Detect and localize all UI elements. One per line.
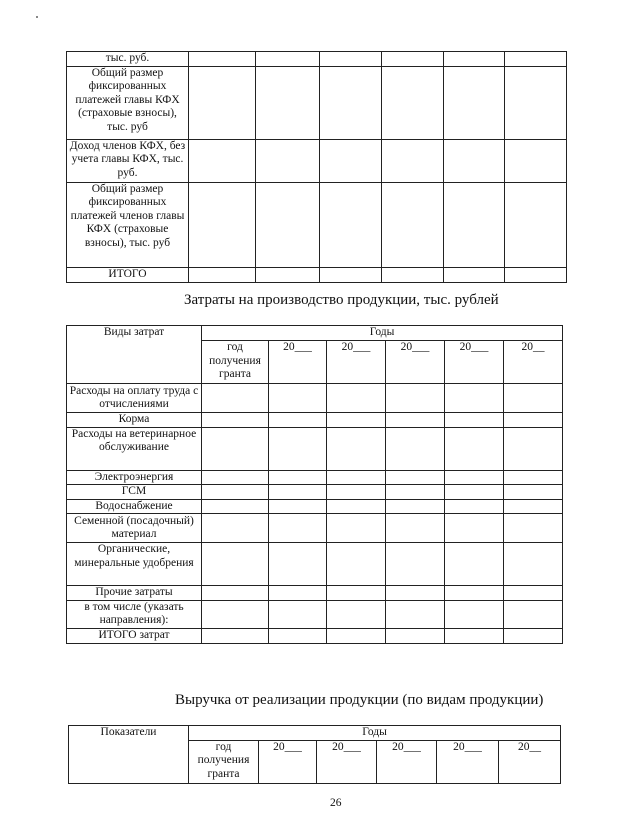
cell: [386, 470, 445, 485]
cell: [382, 52, 444, 67]
row-label: Водоснабжение: [67, 499, 202, 514]
cell: [189, 267, 256, 282]
cell: [504, 427, 563, 470]
year-header: год получения гранта: [189, 740, 259, 783]
cell: [189, 52, 256, 67]
cell: [445, 384, 504, 413]
row-label: ГСМ: [67, 485, 202, 500]
column-header-cost-types: Виды затрат: [67, 326, 202, 384]
row-label: Корма: [67, 413, 202, 428]
year-header: 20__: [504, 341, 563, 384]
cell: [382, 139, 444, 182]
cell: [269, 384, 327, 413]
section-title-revenue: Выручка от реализации продукции (по видам продукции): [175, 692, 544, 708]
cell: [269, 470, 327, 485]
cell: [444, 267, 505, 282]
cell: [386, 499, 445, 514]
cell: [505, 52, 567, 67]
cell: [327, 628, 386, 643]
year-header: 20___: [437, 740, 499, 783]
cell: [202, 514, 269, 543]
cell: [269, 514, 327, 543]
cell: [320, 52, 382, 67]
cell: [189, 139, 256, 182]
year-header: 20___: [377, 740, 437, 783]
cell: [320, 66, 382, 139]
cell: [320, 139, 382, 182]
year-header: 20__: [499, 740, 561, 783]
cell: [269, 413, 327, 428]
income-table-continued: [66, 51, 567, 283]
cell: [256, 267, 320, 282]
cell: [386, 485, 445, 500]
cell: [504, 600, 563, 628]
cell: [382, 182, 444, 267]
cell: [444, 139, 505, 182]
row-label: тыс. руб.: [67, 52, 189, 67]
cell: [202, 384, 269, 413]
cell: [504, 499, 563, 514]
row-label: Электроэнергия: [67, 470, 202, 485]
cell: [327, 543, 386, 586]
cell: [256, 52, 320, 67]
year-header: 20___: [259, 740, 317, 783]
cell: [504, 470, 563, 485]
cell: [327, 413, 386, 428]
column-header-indicators: Показатели: [69, 726, 189, 784]
cell: [269, 499, 327, 514]
cell: [386, 514, 445, 543]
cell: [445, 485, 504, 500]
cell: [202, 470, 269, 485]
cell: [504, 543, 563, 586]
cell: [327, 600, 386, 628]
cell: [327, 485, 386, 500]
cell: [445, 628, 504, 643]
cell: [445, 600, 504, 628]
cell: [256, 182, 320, 267]
cell: [327, 514, 386, 543]
cell: [269, 628, 327, 643]
cell: [505, 66, 567, 139]
cell: [327, 384, 386, 413]
cell: [202, 427, 269, 470]
cell: [445, 514, 504, 543]
cell: [320, 267, 382, 282]
row-label: Прочие затраты: [67, 586, 202, 601]
cell: [505, 139, 567, 182]
cell: [269, 485, 327, 500]
cell: [386, 600, 445, 628]
cell: [189, 66, 256, 139]
section-title-costs: Затраты на производство продукции, тыс. рублей: [184, 292, 499, 308]
cell: [504, 586, 563, 601]
cell: [445, 427, 504, 470]
cell: [202, 413, 269, 428]
cell: [505, 182, 567, 267]
year-header: 20___: [445, 341, 504, 384]
cell: [444, 182, 505, 267]
cell: [256, 66, 320, 139]
revenue-table: [68, 725, 561, 784]
cell: [386, 413, 445, 428]
cell: [386, 543, 445, 586]
row-label: Семенной (посадочный) материал: [67, 514, 202, 543]
row-label: Доход членов КФХ, без учета главы КФХ, тыс. руб.: [67, 139, 189, 182]
cell: [202, 628, 269, 643]
row-label: Органические, минеральные удобрения: [67, 543, 202, 586]
cell: [386, 586, 445, 601]
cell: [189, 182, 256, 267]
cell: [445, 413, 504, 428]
year-header: 20___: [386, 341, 445, 384]
cell: [327, 470, 386, 485]
cell: [320, 182, 382, 267]
cell: [386, 427, 445, 470]
cell: [202, 586, 269, 601]
cell: [382, 267, 444, 282]
cell: [269, 427, 327, 470]
cell: [386, 628, 445, 643]
year-header: 20___: [327, 341, 386, 384]
cell: [445, 543, 504, 586]
cell: [444, 52, 505, 67]
cell: [202, 600, 269, 628]
cell: [327, 427, 386, 470]
cell: [202, 499, 269, 514]
cell: [327, 499, 386, 514]
row-label: в том числе (указать направления):: [67, 600, 202, 628]
cell: [445, 470, 504, 485]
page-number: 26: [330, 797, 342, 809]
column-header-years: Годы: [202, 326, 563, 341]
row-label: Расходы на ветеринарное обслуживание: [67, 427, 202, 470]
cell: [202, 485, 269, 500]
cell: [444, 66, 505, 139]
cell: [386, 384, 445, 413]
cell: [504, 628, 563, 643]
column-header-years: Годы: [189, 726, 561, 741]
year-header: 20___: [317, 740, 377, 783]
cell: [269, 543, 327, 586]
cell: [202, 543, 269, 586]
scan-mark: [36, 16, 38, 18]
cell: [445, 586, 504, 601]
row-label: Общий размер фиксированных платежей членов главы КФХ (страховые взносы), тыс. руб: [67, 182, 189, 267]
row-label: Расходы на оплату труда с отчислениями: [67, 384, 202, 413]
cell: [504, 485, 563, 500]
cell: [269, 600, 327, 628]
year-header: год получения гранта: [202, 341, 269, 384]
cell: [504, 413, 563, 428]
row-label: ИТОГО затрат: [67, 628, 202, 643]
year-header: 20___: [269, 341, 327, 384]
row-label: Общий размер фиксированных платежей главы КФХ (страховые взносы), тыс. руб: [67, 66, 189, 139]
cell: [445, 499, 504, 514]
costs-table: [66, 325, 563, 644]
cell: [256, 139, 320, 182]
cell: [327, 586, 386, 601]
cell: [504, 384, 563, 413]
cell: [504, 514, 563, 543]
cell: [269, 586, 327, 601]
cell: [382, 66, 444, 139]
cell: [505, 267, 567, 282]
row-label: ИТОГО: [67, 267, 189, 282]
